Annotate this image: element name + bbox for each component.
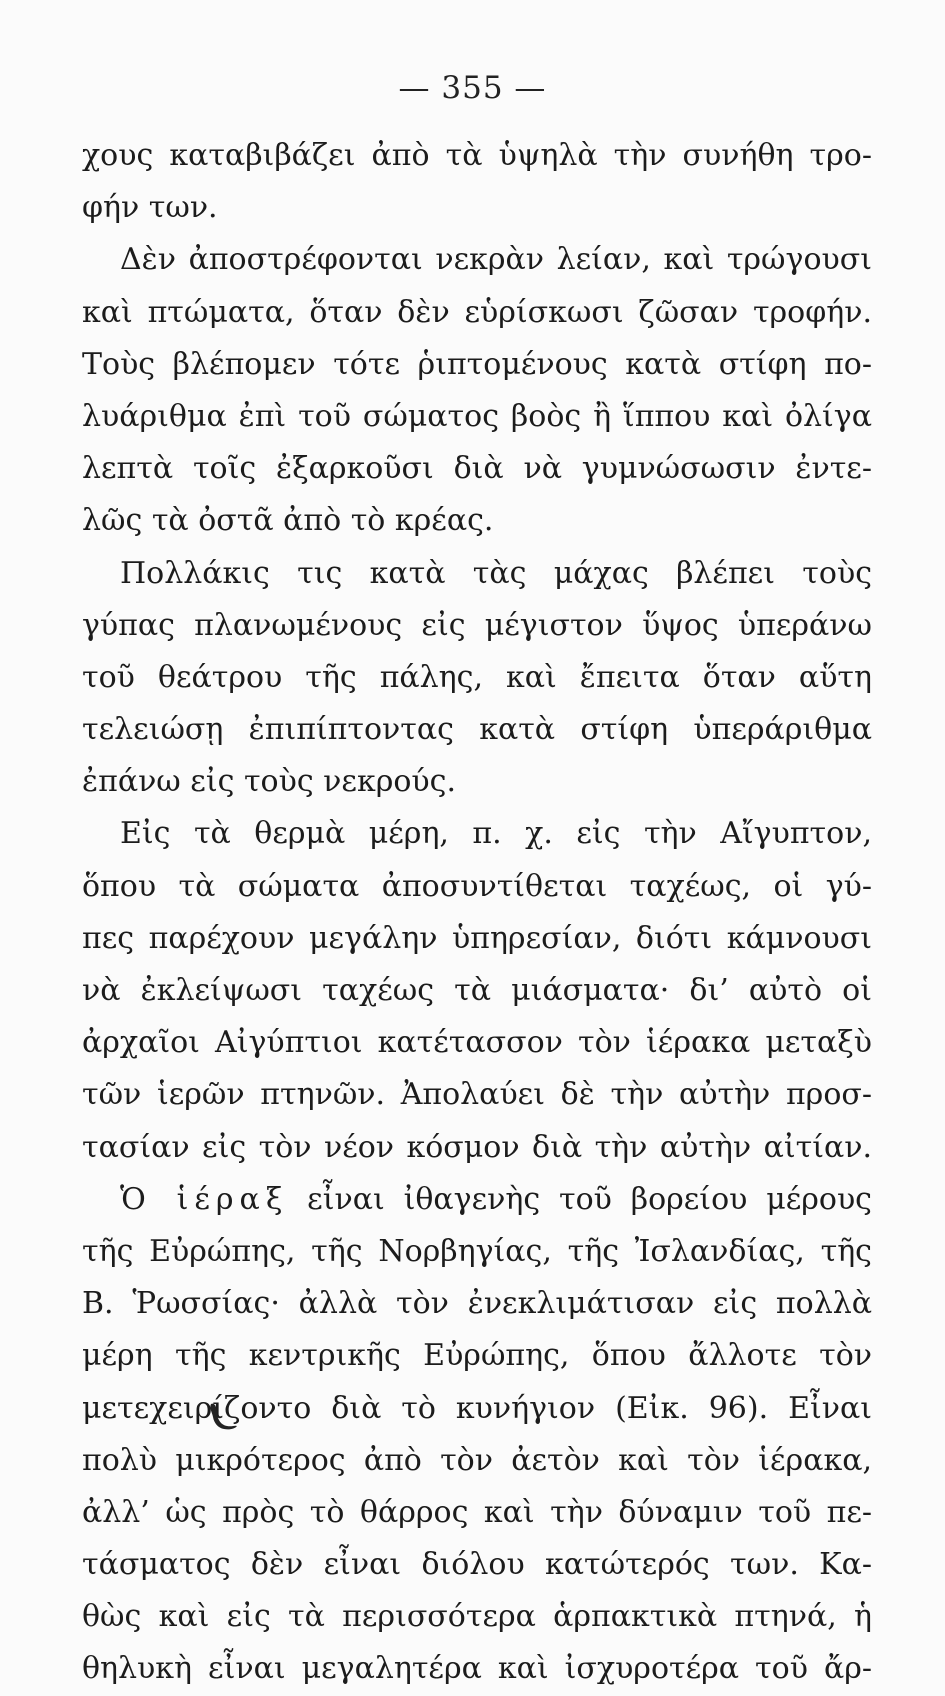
text-line: Εἰς τὰ θερμὰ μέρη, π. χ. εἰς τὴν Αἴγυπτον, (120, 816, 872, 852)
body-text (82, 130, 872, 1696)
text-line: ἀλλ’ ὡς πρὸς τὸ θάρρος καὶ τὴν δύναμιν τοῦ πε- (82, 1494, 872, 1530)
text-line: μέρη τῆς κεντρικῆς Εὐρώπης, ὅπου ἄλλοτε τὸν (82, 1338, 872, 1374)
text-line: καὶ πτώματα, ὅταν δὲν εὑρίσκωσι ζῶσαν τροφήν. (82, 294, 872, 330)
text-line: Δὲν ἀποστρέφονται νεκρὰν λείαν, καὶ τρώγουσι (120, 242, 872, 278)
text-line: θηλυκὴ εἶναι μεγαλητέρα καὶ ἰσχυροτέρα τοῦ ἄρ- (82, 1651, 872, 1687)
page-number-header: — 355 — (398, 70, 547, 106)
text-line: Πολλάκις τις κατὰ τὰς μάχας βλέπει τοὺς (120, 555, 872, 591)
text-line: τασίαν εἰς τὸν νέον κόσμον διὰ τὴν αὐτὴν αἰτίαν. (82, 1129, 872, 1165)
text-line: ἀρχαῖοι Αἰγύπτιοι κατέτασσον τὸν ἱέρακα μεταξὺ (82, 1025, 872, 1061)
text-line: λυάριθμα ἐπὶ τοῦ σώματος βοὸς ἢ ἵππου καὶ ὀλίγα (82, 398, 872, 434)
text-line: τοῦ θεάτρου τῆς πάλης, καὶ ἔπειτα ὅταν αὕτη (82, 659, 872, 695)
text-line: πες παρέχουν μεγάλην ὑπηρεσίαν, διότι κάμνουσι (82, 920, 872, 956)
text-line: ἐπάνω εἰς τοὺς νεκρούς. (82, 764, 456, 800)
text-line: Β. Ῥωσσίας· ἀλλὰ τὸν ἐνεκλιμάτισαν εἰς πολλὰ (82, 1286, 872, 1322)
ink-blot-mark (205, 1398, 241, 1434)
text-line: μετεχειρίζοντο διὰ τὸ κυνήγιον (Εἰκ. 96). Εἶναι (82, 1390, 872, 1426)
spaced-emphasis: Ὁ ἱέραξ (120, 1181, 289, 1217)
text-line: λῶς τὰ ὀστᾶ ἀπὸ τὸ κρέας. (82, 503, 494, 539)
text-line: πολὺ μικρότερος ἀπὸ τὸν ἀετὸν καὶ τὸν ἱέρακα, (82, 1442, 872, 1478)
text-line: νὰ ἐκλείψωσι ταχέως τὰ μιάσματα· δι’ αὐτὸ οἱ (82, 973, 872, 1008)
text-line: γύπας πλανωμένους εἰς μέγιστον ὕψος ὑπεράνω (82, 607, 872, 643)
text-line: τελειώσῃ ἐπιπίπτοντας κατὰ στίφη ὑπεράριθμα (82, 712, 872, 748)
text-line: τῆς Εὐρώπης, τῆς Νορβηγίας, τῆς Ἰσλανδίας, τῆς (82, 1233, 872, 1269)
text-line: φήν των. (82, 190, 218, 226)
text-line: θὼς καὶ εἰς τὰ περισσότερα ἁρπακτικὰ πτηνά, ἡ (82, 1599, 872, 1635)
text-line: λεπτὰ τοῖς ἐξαρκοῦσι διὰ νὰ γυμνώσωσιν ἐντε- (82, 451, 872, 487)
text-line: ὅπου τὰ σώματα ἀποσυντίθεται ταχέως, οἱ γύ- (82, 868, 872, 904)
text-line: τῶν ἱερῶν πτηνῶν. Ἀπολαύει δὲ τὴν αὐτὴν προσ- (82, 1077, 872, 1113)
text-line: Ὁ ἱέραξ εἶναι ἰθαγενὴς τοῦ βορείου μέρους (120, 1181, 872, 1217)
text-line: τάσματος δὲν εἶναι διόλου κατώτερός των. Κα- (82, 1547, 872, 1583)
text-line: χους καταβιβάζει ἀπὸ τὰ ὑψηλὰ τὴν συνήθη τρο- (82, 138, 872, 173)
text-line: Τοὺς βλέπομεν τότε ῥιπτομένους κατὰ στίφη πο- (82, 346, 872, 382)
